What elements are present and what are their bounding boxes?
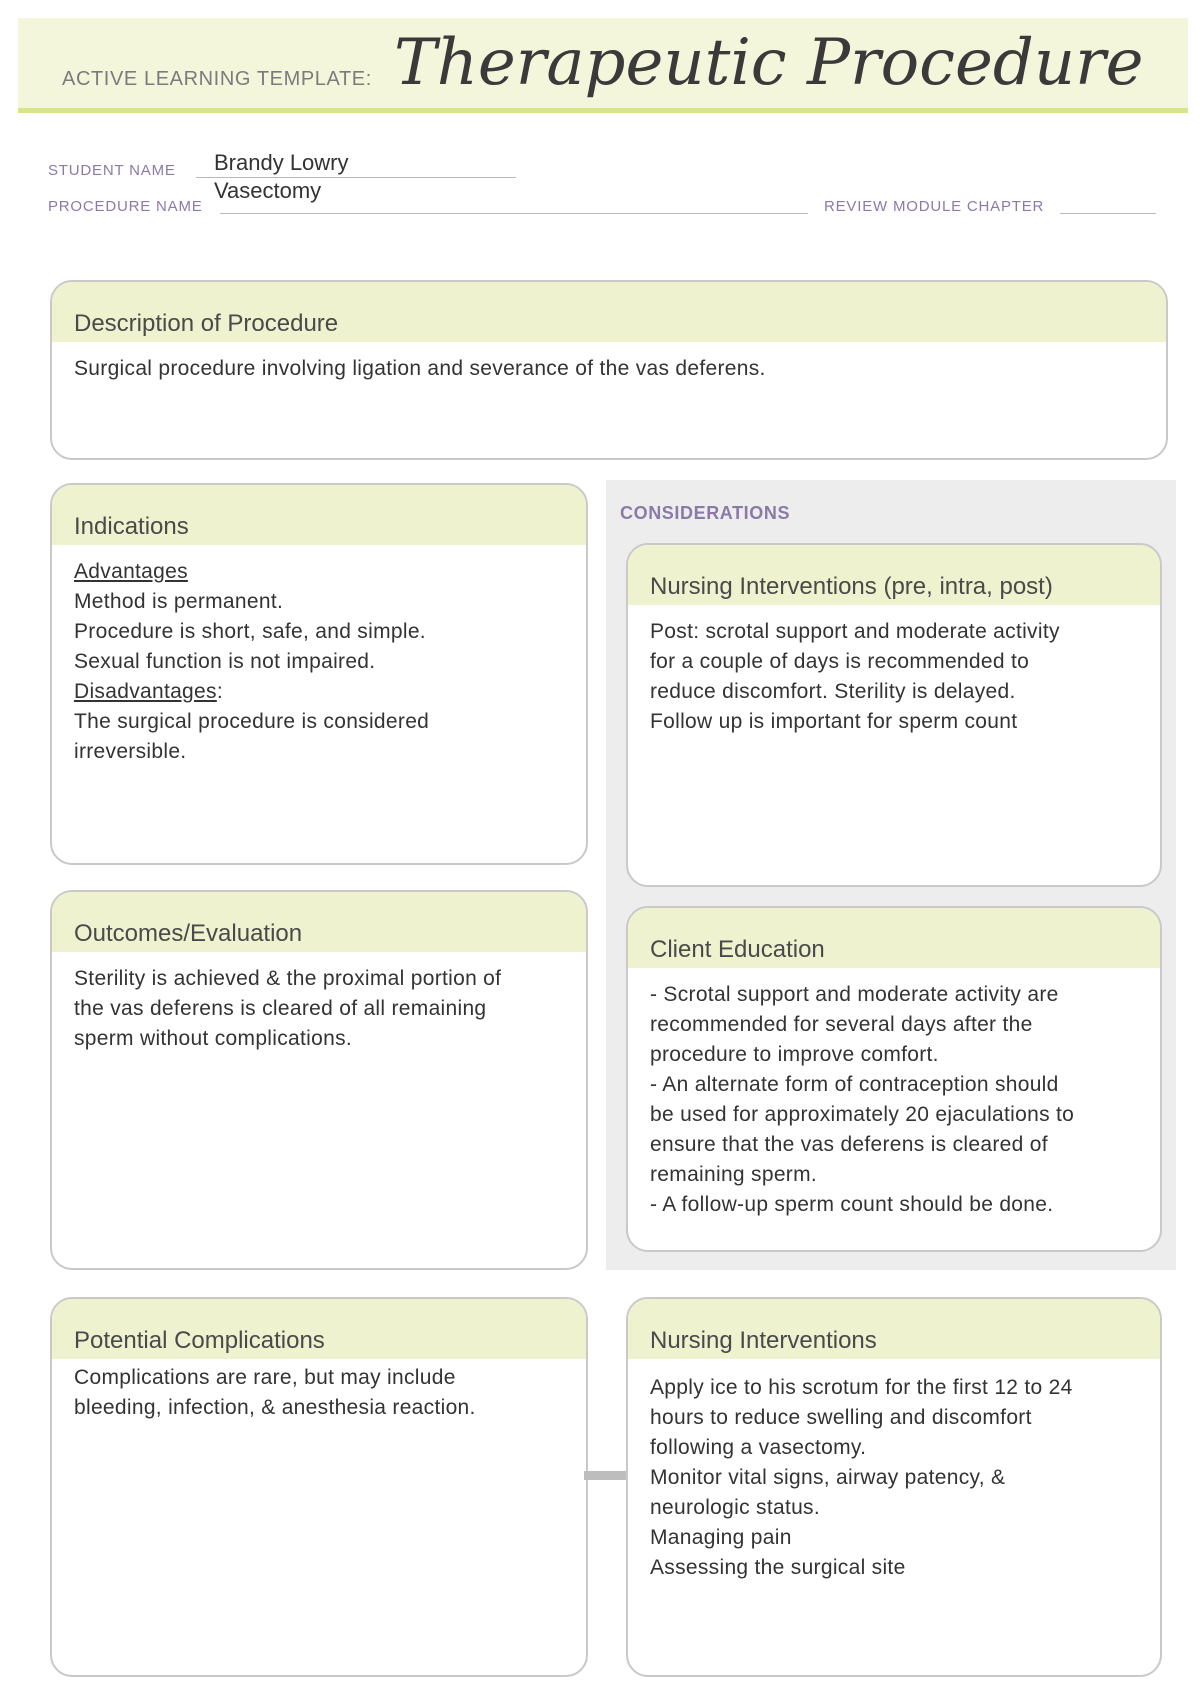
disadvantages-colon: : [216, 680, 223, 703]
text-line: hours to reduce swelling and discomfort [650, 1406, 1032, 1429]
nursing-interventions-title: Nursing Interventions [650, 1327, 877, 1354]
advantage-item: Sexual function is not impaired. [74, 650, 376, 673]
header-underline [18, 108, 1188, 113]
nursing-interventions-header [628, 1299, 1160, 1359]
template-title: Therapeutic Procedure [394, 26, 1144, 100]
complications-card [50, 1297, 588, 1677]
client-education-header [628, 908, 1160, 968]
description-card [50, 280, 1168, 460]
text-line: Assessing the surgical site [650, 1556, 906, 1579]
disadvantages-heading-row [74, 677, 564, 707]
advantage-item: Method is permanent. [74, 590, 284, 613]
template-label: ACTIVE LEARNING TEMPLATE: [62, 68, 372, 90]
text-line: - Scrotal support and moderate activity are [650, 983, 1059, 1006]
text-line: for a couple of days is recommended to [650, 650, 1030, 673]
text-line: the vas deferens is cleared of all remaining [74, 997, 487, 1020]
text-line: Complications are rare, but may include [74, 1366, 456, 1389]
nursing-interventions-pip-title: Nursing Interventions (pre, intra, post) [650, 573, 1053, 600]
nursing-interventions-pip-card [626, 543, 1162, 887]
outcomes-title: Outcomes/Evaluation [74, 920, 303, 947]
text-line: procedure to improve comfort. [650, 1043, 939, 1066]
description-text: Surgical procedure involving ligation and severance of the vas deferens. [74, 357, 766, 380]
text-line: Managing pain [650, 1526, 792, 1549]
text-line: bleeding, infection, & anesthesia reaction. [74, 1396, 476, 1419]
complications-body [52, 1359, 586, 1423]
nursing-interventions-pip-header [628, 545, 1160, 605]
indications-title: Indications [74, 513, 189, 540]
text-line: Follow up is important for sperm count [650, 710, 1018, 733]
description-body [52, 342, 1166, 384]
text-line: be used for approximately 20 ejaculations to [650, 1103, 1075, 1126]
nursing-interventions-card [626, 1297, 1162, 1677]
text-line: Sterility is achieved & the proximal portion of [74, 967, 502, 990]
description-title: Description of Procedure [74, 310, 339, 337]
student-name-label: STUDENT NAME [48, 162, 176, 179]
text-line: Post: scrotal support and moderate activity [650, 620, 1060, 643]
nursing-interventions-body [628, 1359, 1160, 1583]
disadvantage-line: The surgical procedure is considered [74, 710, 430, 733]
advantages-heading: Advantages [74, 560, 188, 583]
text-line: neurologic status. [650, 1496, 820, 1519]
text-line: remaining sperm. [650, 1163, 818, 1186]
client-education-card [626, 906, 1162, 1252]
client-education-body [628, 968, 1160, 1220]
text-line: following a vasectomy. [650, 1436, 867, 1459]
text-line: recommended for several days after the [650, 1013, 1033, 1036]
text-line: - A follow-up sperm count should be done. [650, 1193, 1054, 1216]
review-module-chapter-label: REVIEW MODULE CHAPTER [824, 198, 1045, 215]
disadvantage-line: irreversible. [74, 740, 187, 763]
considerations-label: CONSIDERATIONS [620, 503, 791, 523]
text-line: Monitor vital signs, airway patency, & [650, 1466, 1006, 1489]
text-line: - An alternate form of contraception should [650, 1073, 1059, 1096]
indications-card [50, 483, 588, 865]
text-line: Apply ice to his scrotum for the first 12 to 24 [650, 1376, 1073, 1399]
advantage-item: Procedure is short, safe, and simple. [74, 620, 426, 643]
disadvantages-heading: Disadvantages [74, 680, 217, 703]
procedure-name-value: Vasectomy [214, 178, 322, 203]
complications-header [52, 1299, 586, 1359]
student-name-value: Brandy Lowry [214, 150, 349, 175]
review-module-chapter-line [1060, 213, 1156, 214]
description-header [52, 282, 1166, 342]
connector-bar [584, 1471, 626, 1480]
outcomes-card [50, 890, 588, 1270]
indications-body [52, 545, 586, 767]
outcomes-header [52, 892, 586, 952]
text-line: sperm without complications. [74, 1027, 353, 1050]
procedure-name-line [220, 213, 808, 214]
procedure-name-label: PROCEDURE NAME [48, 198, 203, 215]
outcomes-body [52, 952, 586, 1054]
indications-header [52, 485, 586, 545]
text-line: reduce discomfort. Sterility is delayed. [650, 680, 1016, 703]
client-education-title: Client Education [650, 936, 825, 963]
text-line: ensure that the vas deferens is cleared of [650, 1133, 1048, 1156]
complications-title: Potential Complications [74, 1327, 325, 1354]
nursing-interventions-pip-body [628, 605, 1160, 737]
